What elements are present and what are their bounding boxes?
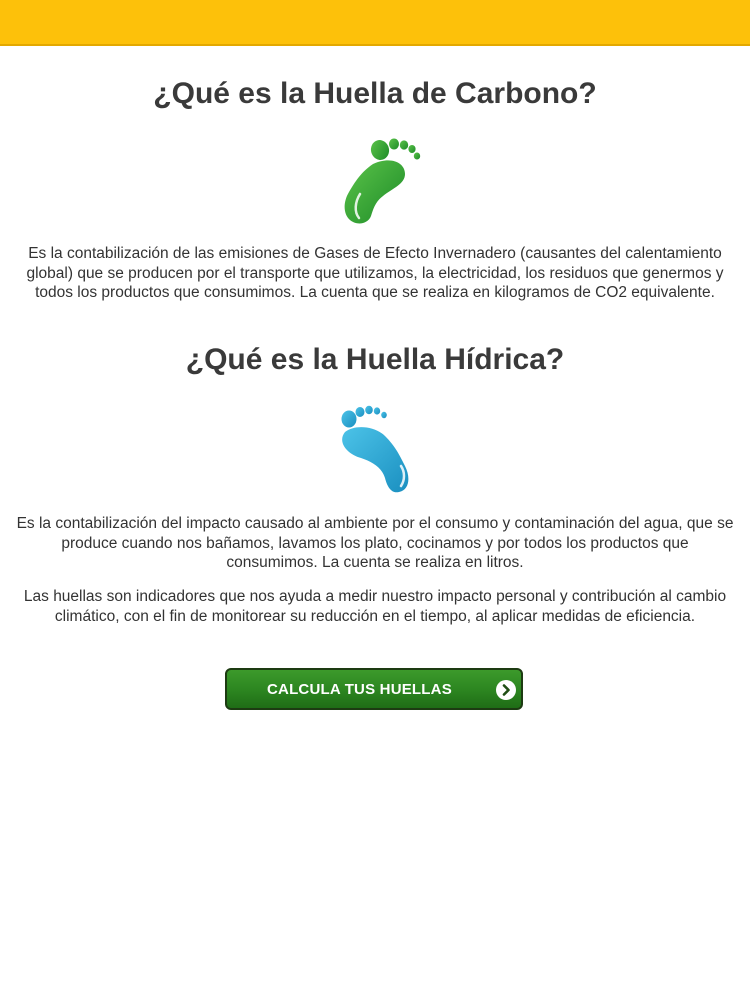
carbon-footprint-title: ¿Qué es la Huella de Carbono? — [153, 77, 597, 110]
top-bar — [0, 0, 750, 46]
water-footprint-description: Es la contabilización del impacto causado al ambiente por el consumo y contaminación del agua, que se produce cuando nos bañamos, lavamos los plato, cocinamos y por todos los productos que consumimos. La cuenta se realiza en litros. — [16, 515, 734, 571]
calculate-footprints-button-label: CALCULA TUS HUELLAS — [267, 681, 452, 698]
chevron-right-icon — [496, 680, 516, 700]
footprints-explanation: Las huellas son indicadores que nos ayuda a medir nuestro impacto personal y contribución al cambio climático, con el fin de monitorear su reducción en el tiempo, al aplicar medidas de eficiencia. — [23, 588, 727, 625]
green-footprint-icon — [335, 132, 427, 228]
calculate-footprints-button[interactable] — [225, 668, 523, 710]
carbon-footprint-description: Es la contabilización de las emisiones de Gases de Efecto Invernadero (causantes del calentamiento global) que se producen por el transporte que utilizamos, la electricidad, los residuos que genermos y todos los productos que consumimos. La cuenta que se realiza en kilogramos de CO2 equivalente. — [26, 245, 724, 301]
blue-footprint-icon — [335, 402, 419, 494]
water-footprint-title: ¿Qué es la Huella Hídrica? — [185, 343, 565, 376]
